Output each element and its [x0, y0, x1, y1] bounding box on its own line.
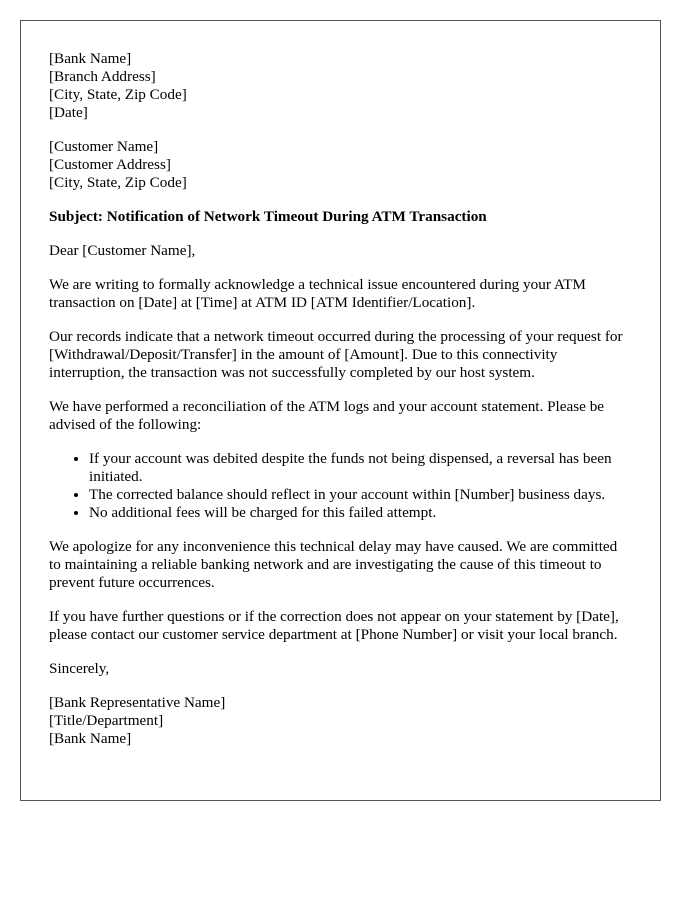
- bullet-list: [49, 450, 632, 522]
- recipient-city-state-zip: [City, State, Zip Code]: [49, 174, 187, 191]
- paragraph-reconciliation: We have performed a reconciliation of the ATM logs and your account statement. Please be advised of the following:: [49, 398, 605, 433]
- salutation: Dear [Customer Name],: [49, 242, 196, 259]
- recipient-name: [Customer Name]: [49, 138, 159, 155]
- signature-block: [49, 694, 632, 748]
- sender-bank-name: [Bank Name]: [49, 50, 132, 67]
- signature-bank-name: [Bank Name]: [49, 730, 132, 747]
- representative-name: [Bank Representative Name]: [49, 694, 226, 711]
- paragraph-records: Our records indicate that a network timeout occurred during the processing of your request for [Withdrawal/Deposit/Transfer] in the amount of [Amount]. Due to this connectivity interruption, the transaction was not successfully completed by our host system.: [49, 328, 623, 381]
- recipient-address: [Customer Address]: [49, 156, 171, 173]
- sender-address-block: [49, 50, 632, 122]
- sign-off: Sincerely,: [49, 660, 110, 677]
- paragraph-contact: If you have further questions or if the correction does not appear on your statement by [Date], please contact our customer service department at [Phone Number] or visit your local branch.: [49, 608, 619, 643]
- sender-branch-address: [Branch Address]: [49, 68, 156, 85]
- letter-subject: Subject: Notification of Network Timeout During ATM Transaction: [49, 208, 487, 225]
- sender-city-state-zip: [City, State, Zip Code]: [49, 86, 187, 103]
- representative-title: [Title/Department]: [49, 712, 164, 729]
- paragraph-acknowledgement: We are writing to formally acknowledge a technical issue encountered during your ATM transaction on [Date] at [Time] at ATM ID [ATM Identifier/Location].: [49, 276, 586, 311]
- paragraph-apology: We apologize for any inconvenience this technical delay may have caused. We are committed to maintaining a reliable banking network and are investigating the cause of this timeout to prevent future occurrences.: [49, 538, 618, 591]
- list-item: • The corrected balance should reflect in your account within [Number] business days.: [89, 486, 632, 504]
- list-item: • No additional fees will be charged for this failed attempt.: [89, 504, 632, 522]
- letter-date: [Date]: [49, 104, 88, 121]
- recipient-address-block: [49, 138, 632, 192]
- letter-page: [20, 20, 661, 801]
- list-item: • If your account was debited despite the funds not being dispensed, a reversal has been initiated.: [89, 450, 632, 486]
